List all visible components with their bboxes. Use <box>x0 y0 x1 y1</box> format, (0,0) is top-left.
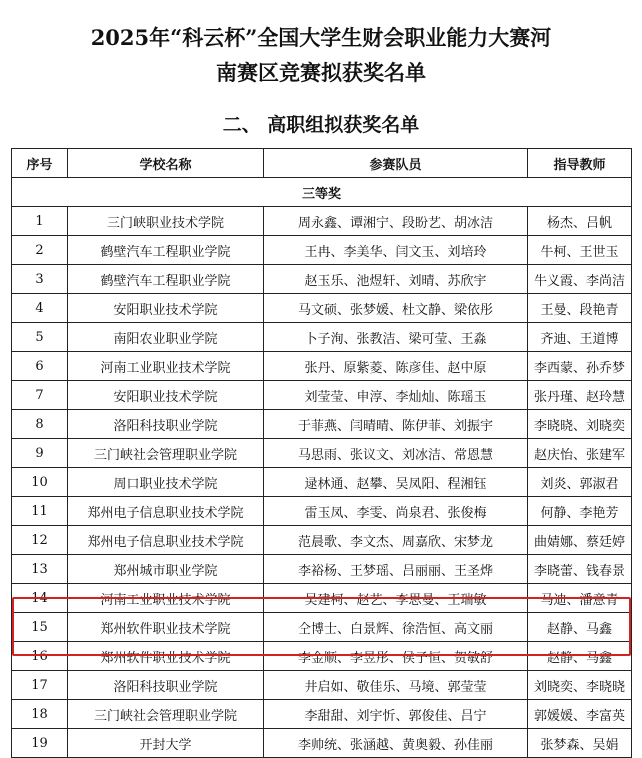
school-name: 安阳职业技术学院 <box>68 294 264 323</box>
table-row <box>12 468 632 497</box>
school-name: 河南工业职业技术学院 <box>68 584 264 613</box>
header-teachers: 指导教师 <box>528 149 632 178</box>
table-row <box>12 323 632 352</box>
row-number: 2 <box>12 236 68 265</box>
advisors: 赵庆怡、张建军 <box>528 439 632 468</box>
row-number: 14 <box>12 584 68 613</box>
team-members: 吴建柯、赵艺、李思曼、王瑞敏 <box>264 584 528 613</box>
table-row <box>12 613 632 642</box>
table-row <box>12 410 632 439</box>
header-school: 学校名称 <box>68 149 264 178</box>
team-members: 井启如、敬佳乐、马境、郭莹莹 <box>264 671 528 700</box>
school-name: 郑州城市职业学院 <box>68 555 264 584</box>
header-no: 序号 <box>12 149 68 178</box>
team-members: 刘莹莹、申淳、李灿灿、陈瑶玉 <box>264 381 528 410</box>
document-title-line2: 南赛区竞赛拟获奖名单 <box>216 60 426 85</box>
table-row <box>12 294 632 323</box>
advisors: 刘炎、郭淑君 <box>528 468 632 497</box>
table-header-row <box>12 149 632 178</box>
advisors: 牛义霞、李尚洁 <box>528 265 632 294</box>
school-name: 郑州软件职业技术学院 <box>68 613 264 642</box>
team-members: 李帅统、张涵越、黄奥毅、孙佳丽 <box>264 729 528 758</box>
row-number: 16 <box>12 642 68 671</box>
table-row <box>12 265 632 294</box>
school-name: 安阳职业技术学院 <box>68 381 264 410</box>
table-row <box>12 700 632 729</box>
table-row <box>12 671 632 700</box>
team-members: 马文硕、张梦媛、杜文静、梁依彤 <box>264 294 528 323</box>
award-table <box>11 148 632 758</box>
table-row <box>12 381 632 410</box>
school-name: 郑州电子信息职业技术学院 <box>68 526 264 555</box>
advisors: 马迪、潘意青 <box>528 584 632 613</box>
school-name: 鹤壁汽车工程职业学院 <box>68 236 264 265</box>
prize-level-row <box>12 178 632 207</box>
team-members: 李甜甜、刘宇忻、郭俊佳、吕宁 <box>264 700 528 729</box>
advisors: 曲婧娜、蔡廷婷 <box>528 526 632 555</box>
advisors: 张丹瑾、赵玲慧 <box>528 381 632 410</box>
advisors: 李晓晓、刘晓奕 <box>528 410 632 439</box>
advisors: 王曼、段艳青 <box>528 294 632 323</box>
team-members: 周永鑫、谭湘宁、段盼艺、胡冰洁 <box>264 207 528 236</box>
school-name: 郑州软件职业技术学院 <box>68 642 264 671</box>
row-number: 17 <box>12 671 68 700</box>
table-row <box>12 555 632 584</box>
team-members: 王冉、李美华、闫文玉、刘培玲 <box>264 236 528 265</box>
row-number: 1 <box>12 207 68 236</box>
advisors: 牛柯、王世玉 <box>528 236 632 265</box>
row-number: 6 <box>12 352 68 381</box>
team-members: 赵玉乐、池煜轩、刘晴、苏欣宇 <box>264 265 528 294</box>
table-row <box>12 584 632 613</box>
table-row <box>12 352 632 381</box>
row-number: 11 <box>12 497 68 526</box>
school-name: 郑州电子信息职业技术学院 <box>68 497 264 526</box>
row-number: 18 <box>12 700 68 729</box>
row-number: 4 <box>12 294 68 323</box>
row-number: 7 <box>12 381 68 410</box>
advisors: 赵静、马鑫 <box>528 613 632 642</box>
table-row <box>12 236 632 265</box>
school-name: 鹤壁汽车工程职业学院 <box>68 265 264 294</box>
team-members: 于菲燕、闫晴晴、陈伊菲、刘振宇 <box>264 410 528 439</box>
team-members: 李金顺、李昱彤、侯子恒、贺敏舒 <box>264 642 528 671</box>
team-members: 李裕杨、王梦瑶、吕丽丽、王圣烨 <box>264 555 528 584</box>
advisors: 赵静、马鑫 <box>528 642 632 671</box>
row-number: 5 <box>12 323 68 352</box>
school-name: 周口职业技术学院 <box>68 468 264 497</box>
table-row <box>12 207 632 236</box>
school-name: 开封大学 <box>68 729 264 758</box>
row-number: 13 <box>12 555 68 584</box>
team-members: 卜子洵、张教洁、梁可莹、王淼 <box>264 323 528 352</box>
row-number: 9 <box>12 439 68 468</box>
header-members: 参赛队员 <box>264 149 528 178</box>
table-row <box>12 439 632 468</box>
row-number: 3 <box>12 265 68 294</box>
team-members: 仝博士、白景辉、徐浩恒、高文丽 <box>264 613 528 642</box>
row-number: 12 <box>12 526 68 555</box>
table-row <box>12 526 632 555</box>
school-name: 三门峡社会管理职业学院 <box>68 700 264 729</box>
section-subtitle: 二、 高职组拟获奖名单 <box>222 114 420 136</box>
table-row <box>12 642 632 671</box>
prize-level-label: 三等奖 <box>12 178 632 207</box>
advisors: 齐迪、王道博 <box>528 323 632 352</box>
school-name: 洛阳科技职业学院 <box>68 671 264 700</box>
school-name: 三门峡职业技术学院 <box>68 207 264 236</box>
advisors: 杨杰、吕帆 <box>528 207 632 236</box>
advisors: 刘晓奕、李晓晓 <box>528 671 632 700</box>
school-name: 河南工业职业技术学院 <box>68 352 264 381</box>
team-members: 张丹、原紫菱、陈彦佳、赵中原 <box>264 352 528 381</box>
advisors: 李晓蕾、钱春景 <box>528 555 632 584</box>
team-members: 雷玉凤、李雯、尚泉君、张俊梅 <box>264 497 528 526</box>
team-members: 逯林通、赵攀、吴凤阳、程湘钰 <box>264 468 528 497</box>
school-name: 三门峡社会管理职业学院 <box>68 439 264 468</box>
school-name: 南阳农业职业学院 <box>68 323 264 352</box>
row-number: 15 <box>12 613 68 642</box>
school-name: 洛阳科技职业学院 <box>68 410 264 439</box>
row-number: 19 <box>12 729 68 758</box>
advisors: 李西蒙、孙乔梦 <box>528 352 632 381</box>
table-row <box>12 729 632 758</box>
advisors: 郭媛媛、李富英 <box>528 700 632 729</box>
advisors: 何静、李艳芳 <box>528 497 632 526</box>
advisors: 张梦森、吴娟 <box>528 729 632 758</box>
team-members: 范晨歌、李文杰、周嘉欣、宋梦龙 <box>264 526 528 555</box>
row-number: 10 <box>12 468 68 497</box>
team-members: 马思雨、张议文、刘冰洁、常恩慧 <box>264 439 528 468</box>
document-title-line1: 2025年“科云杯”全国大学生财会职业能力大赛河 <box>90 25 552 50</box>
row-number: 8 <box>12 410 68 439</box>
table-row <box>12 497 632 526</box>
